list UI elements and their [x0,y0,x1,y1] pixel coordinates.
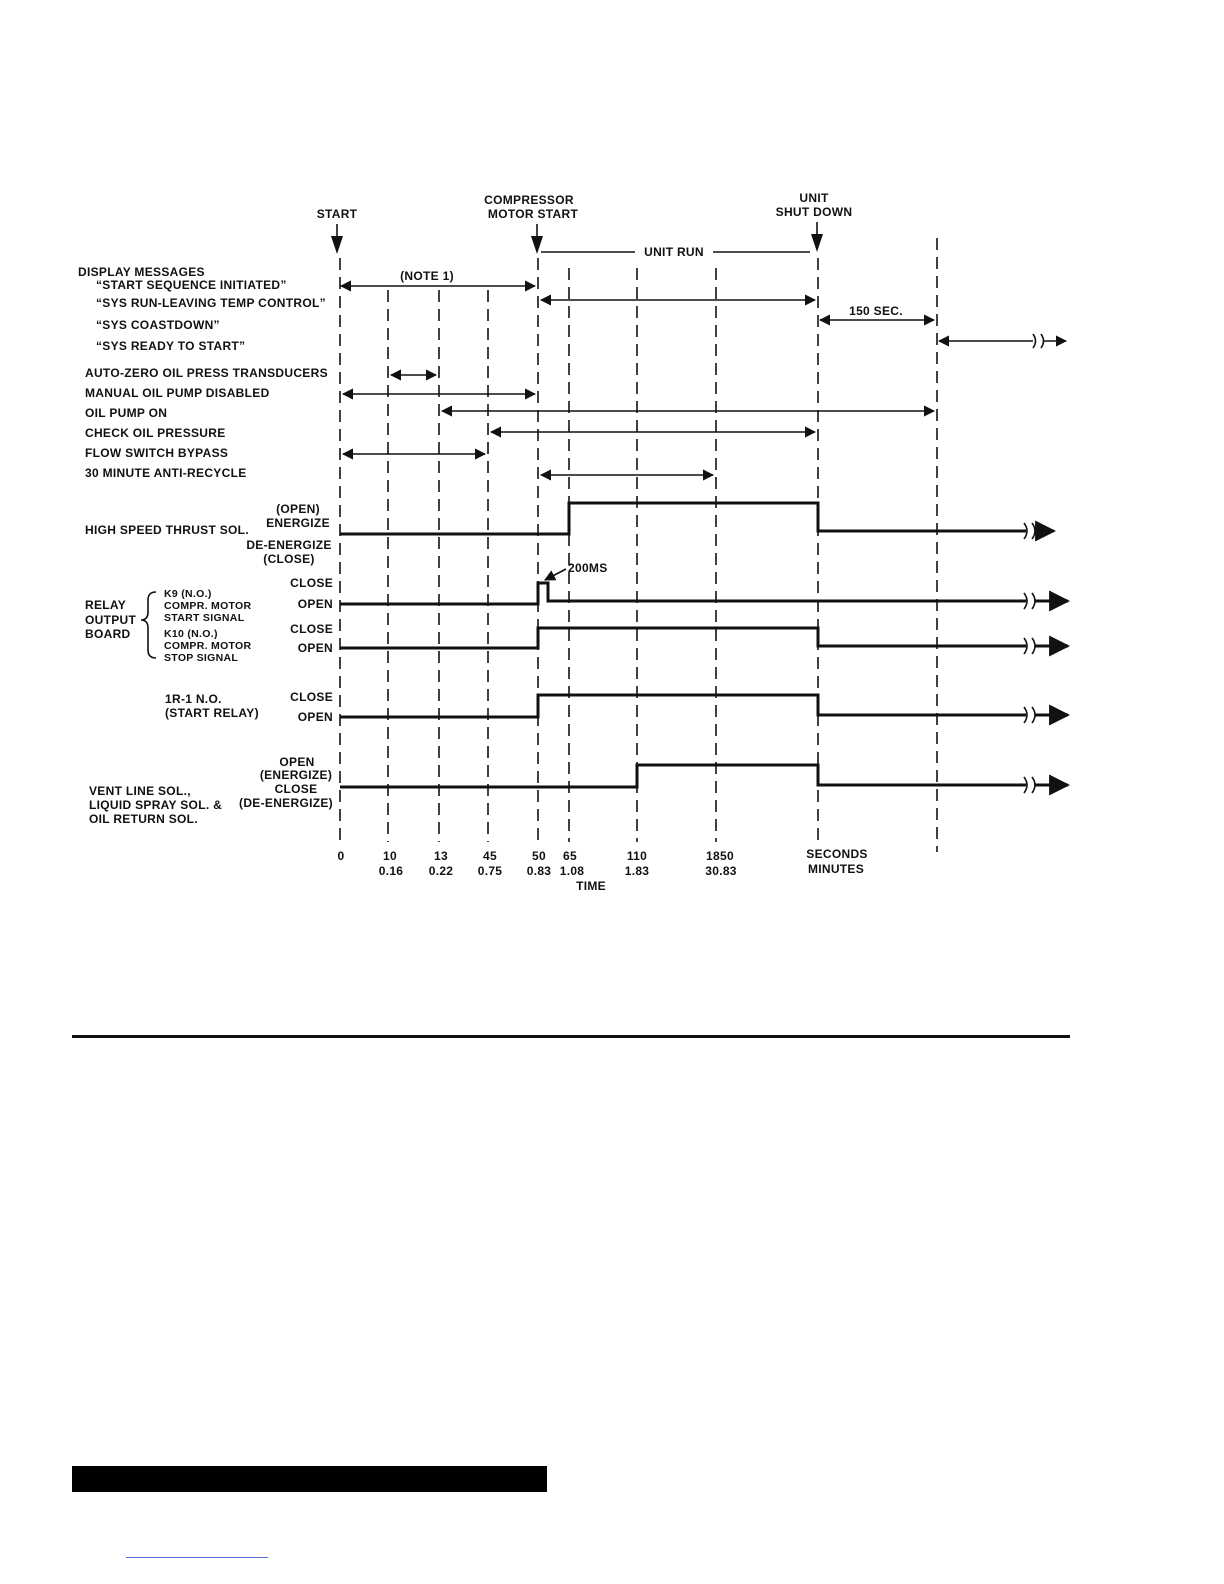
k10-waveform [340,628,1026,648]
k9-line-2: COMPR. MOTOR [164,600,252,612]
tick-minutes-0-75: 0.75 [477,864,503,878]
pulse-pointer [545,569,566,580]
ready-break-icon [1033,334,1044,348]
vent-waveform [340,765,1026,787]
fn-anti-recycle: 30 MINUTE ANTI-RECYCLE [85,466,247,480]
unit-event-label-1: UNIT [799,191,829,205]
k9-line-3: START SIGNAL [164,612,245,624]
vent-line-3: OIL RETURN SOL. [89,812,198,826]
thrust-waveform [340,503,1026,534]
tick-minutes-1-83: 1.83 [624,864,650,878]
k9-close: CLOSE [290,576,333,590]
start-down-arrow-icon [331,224,343,254]
tick-seconds-65: 65 [563,849,577,863]
relay-board-2: OUTPUT [85,613,137,627]
vent-line-1: VENT LINE SOL., [89,784,191,798]
tick-minutes-1-08: 1.08 [559,864,585,878]
tick-seconds-45: 45 [483,849,497,863]
display-messages-title: DISPLAY MESSAGES [78,265,205,279]
footer-black-bar [72,1466,547,1492]
time-axis-title: TIME [576,879,606,893]
start-relay-1: 1R-1 N.O. [165,692,222,706]
start-event-label: START [316,207,358,221]
msg-coastdown: “SYS COASTDOWN” [96,318,220,332]
vent-line-2: LIQUID SPRAY SOL. & [89,798,223,812]
shutdown-down-arrow-icon [811,222,823,252]
fn-auto-zero: AUTO-ZERO OIL PRESS TRANSDUCERS [85,366,328,380]
k10-open: OPEN [297,641,333,655]
start-relay-2: (START RELAY) [165,706,259,720]
minutes-label: MINUTES [807,862,865,876]
pulse-label: 200MS [568,561,608,575]
start-relay-close: CLOSE [290,690,333,704]
tick-minutes-30-83: 30.83 [705,864,737,878]
thrust-low-1: DE-ENERGIZE [246,538,332,552]
msg-sys-run: “SYS RUN-LEAVING TEMP CONTROL” [96,296,326,310]
relay-board-1: RELAY [85,598,127,612]
compressor-event-label-1: COMPRESSOR [484,193,574,207]
tick-minutes-0-16: 0.16 [378,864,404,878]
vent-low-2: (DE-ENERGIZE) [239,796,333,810]
start-relay-open: OPEN [297,710,333,724]
relay-board-3: BOARD [85,627,131,641]
tick-seconds-50: 50 [532,849,546,863]
k10-line-1: K10 (N.O.) [164,628,218,640]
k9-open: OPEN [297,597,333,611]
k10-line-2: COMPR. MOTOR [164,640,252,652]
thrust-name: HIGH SPEED THRUST SOL. [85,523,249,537]
unit-event-label-2: SHUT DOWN [775,205,853,219]
vent-low-1: CLOSE [274,782,318,796]
k9-waveform [340,583,1026,604]
thrust-high-1: (OPEN) [276,502,320,516]
tick-seconds-13: 13 [434,849,448,863]
fn-manual-oil-pump: MANUAL OIL PUMP DISABLED [85,386,270,400]
seconds-label: SECONDS [806,847,868,861]
compressor-event-label-2: MOTOR START [487,207,579,221]
k10-close: CLOSE [290,622,333,636]
tick-seconds-10: 10 [383,849,397,863]
horizontal-divider [72,1035,1070,1038]
coastdown-duration-label: 150 SEC. [849,304,903,318]
footer-underline [126,1557,268,1558]
thrust-low-2: (CLOSE) [263,552,315,566]
relay-brace [141,592,156,658]
note-1-label: (NOTE 1) [400,269,454,283]
tick-seconds-110: 110 [626,849,648,863]
k10-line-3: STOP SIGNAL [164,652,239,664]
vent-high-2: (ENERGIZE) [259,768,333,782]
vent-high-1: OPEN [279,755,315,769]
tick-minutes-0-22: 0.22 [428,864,454,878]
tick-seconds-1850: 1850 [706,849,734,863]
thrust-high-2: ENERGIZE [266,516,330,530]
compressor-down-arrow-icon [531,224,543,254]
msg-start-sequence: “START SEQUENCE INITIATED” [96,278,287,292]
msg-ready: “SYS READY TO START” [96,339,246,353]
k9-line-1: K9 (N.O.) [164,588,212,600]
tick-seconds-0: 0 [337,849,345,863]
fn-oil-pump-on: OIL PUMP ON [85,406,168,420]
time-gridlines [340,238,937,852]
fn-flow-switch: FLOW SWITCH BYPASS [85,446,229,460]
tick-minutes-0-83: 0.83 [526,864,552,878]
fn-check-oil: CHECK OIL PRESSURE [85,426,226,440]
unit-run-label: UNIT RUN [644,245,704,259]
start-relay-waveform [340,695,1026,717]
